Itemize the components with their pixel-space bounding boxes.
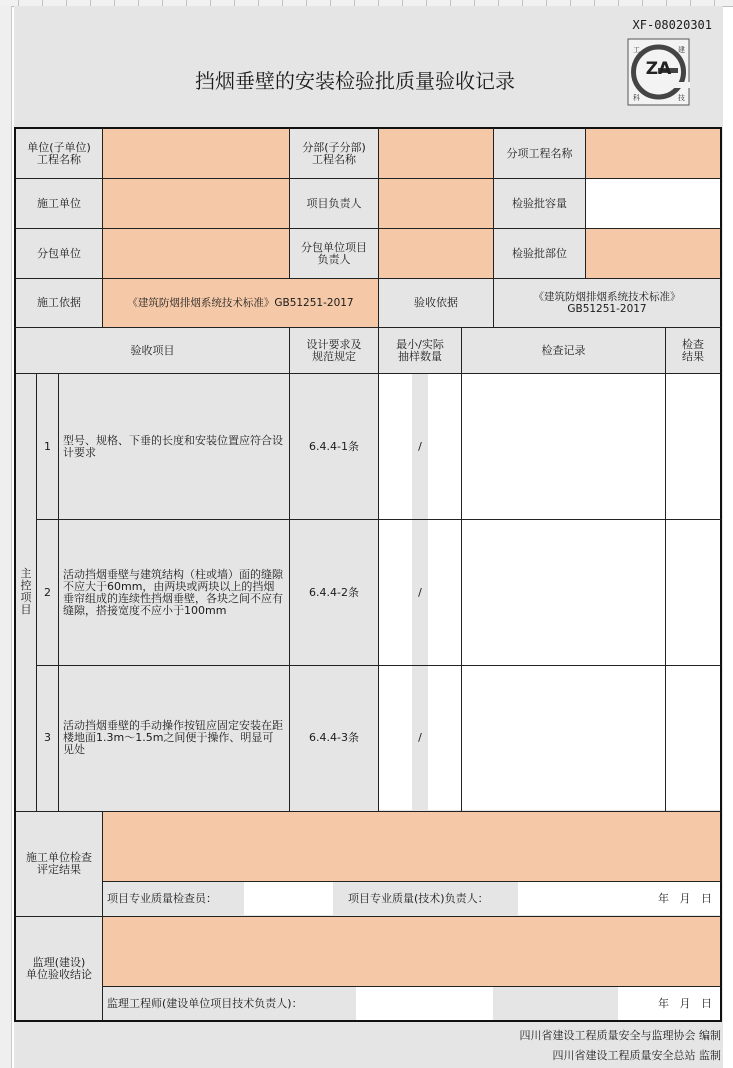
footer-compiled-by: 四川省建设工程质量安全与监理协会 编制 — [519, 1029, 721, 1042]
header-result: 检查 结果 — [666, 328, 720, 373]
logo-corner-bl: 科 — [633, 94, 640, 102]
logo-corner-br: 技 — [678, 94, 685, 102]
sample-min-field[interactable] — [379, 666, 412, 810]
sample-actual-field[interactable] — [428, 374, 461, 519]
record-field[interactable] — [462, 374, 665, 519]
acceptance-basis-value: 《建筑防烟排烟系统技术标准》 GB51251-2017 — [494, 279, 720, 327]
acceptance-basis-label: 验收依据 — [379, 279, 493, 327]
subitem-label: 分项工程名称 — [494, 129, 585, 178]
sample-actual-field[interactable] — [428, 520, 461, 665]
record-field[interactable] — [462, 666, 665, 810]
sub-pm-field[interactable] — [379, 229, 493, 278]
item-number: 2 — [37, 520, 58, 665]
record-field[interactable] — [462, 520, 665, 665]
sub-pm-label: 分包单位项目 负责人 — [290, 229, 378, 278]
page-title: 挡烟垂壁的安装检验批质量验收记录 — [195, 69, 515, 93]
result-field[interactable] — [666, 666, 720, 810]
item-clause: 6.4.4-3条 — [290, 666, 378, 810]
tech-lead-label: 项目专业质量(技术)负责人： — [334, 882, 517, 915]
header-design: 设计要求及 规范规定 — [290, 328, 378, 373]
header-item: 验收项目 — [16, 328, 289, 373]
location-field[interactable] — [586, 229, 720, 278]
item-description: 活动挡烟垂壁的手动操作按钮应固定安装在距楼地面1.3m～1.5m之间便于操作、明显可见处 — [59, 666, 289, 810]
main-category-label: 主 控 项 目 — [16, 374, 36, 810]
inspector-label: 项目专业质量检查员： — [103, 882, 243, 915]
capacity-label: 检验批容量 — [494, 179, 585, 228]
logo-corner-tr: 建 — [678, 46, 685, 54]
unit-name-field[interactable] — [103, 129, 289, 178]
subcontractor-field[interactable] — [103, 229, 289, 278]
item-number: 1 — [37, 374, 58, 519]
subcontractor-label: 分包单位 — [16, 229, 102, 278]
contractor-check-label: 施工单位检查 评定结果 — [16, 812, 102, 916]
inspector-signature-field[interactable] — [244, 882, 333, 915]
division-name-field[interactable] — [379, 129, 493, 178]
sample-actual-field[interactable] — [428, 666, 461, 810]
engineer-label: 监理工程师(建设单位项目技术负责人)： — [103, 987, 355, 1020]
spreadsheet-row-header — [0, 6, 12, 1068]
contractor-date[interactable]: 年 月 日 — [618, 882, 720, 915]
sample-min-field[interactable] — [379, 374, 412, 519]
contractor-label: 施工单位 — [16, 179, 102, 228]
header-record: 检查记录 — [462, 328, 665, 373]
item-number: 3 — [37, 666, 58, 810]
logo-text: ZA — [645, 59, 672, 79]
supervision-conclusion-field[interactable] — [103, 917, 720, 986]
form-number: XF-08020301 — [632, 18, 712, 32]
result-field[interactable] — [666, 374, 720, 519]
item-clause: 6.4.4-2条 — [290, 520, 378, 665]
logo-corner-tl: 工 — [633, 46, 640, 54]
pm-field[interactable] — [379, 179, 493, 228]
basis-label: 施工依据 — [16, 279, 102, 327]
sample-min-field[interactable] — [379, 520, 412, 665]
supervision-date[interactable]: 年 月 日 — [618, 987, 720, 1020]
division-label: 分部(子分部) 工程名称 — [290, 129, 378, 178]
pm-label: 项目负责人 — [290, 179, 378, 228]
footer-supervised-by: 四川省建设工程质量安全总站 监制 — [552, 1049, 721, 1062]
item-description: 活动挡烟垂壁与建筑结构（柱或墙）面的缝隙不应大于60mm，由两块或两块以上的挡烟垂帘组成的连续性挡烟垂壁，各块之间不应有缝隙，搭接宽度不应小于100mm — [59, 520, 289, 665]
basis-value: 《建筑防烟排烟系统技术标准》GB51251-2017 — [103, 279, 378, 327]
sample-slash: / — [413, 374, 427, 519]
header-sample: 最小/实际 抽样数量 — [379, 328, 461, 373]
sample-slash: / — [413, 666, 427, 810]
subitem-name-field[interactable] — [586, 129, 720, 178]
sample-slash: / — [413, 520, 427, 665]
unit-label: 单位(子单位) 工程名称 — [16, 129, 102, 178]
tech-lead-signature-field[interactable] — [518, 882, 618, 915]
supervision-label: 监理(建设) 单位验收结论 — [16, 917, 102, 1020]
engineer-signature-field[interactable] — [356, 987, 493, 1020]
result-field[interactable] — [666, 520, 720, 665]
za-logo-icon — [627, 38, 690, 106]
contractor-field[interactable] — [103, 179, 289, 228]
location-label: 检验批部位 — [494, 229, 585, 278]
contractor-check-result-field[interactable] — [103, 812, 720, 881]
item-clause: 6.4.4-1条 — [290, 374, 378, 519]
engineer-gap — [494, 987, 618, 1020]
capacity-field[interactable] — [586, 179, 720, 228]
item-description: 型号、规格、下垂的长度和安装位置应符合设计要求 — [59, 374, 289, 519]
